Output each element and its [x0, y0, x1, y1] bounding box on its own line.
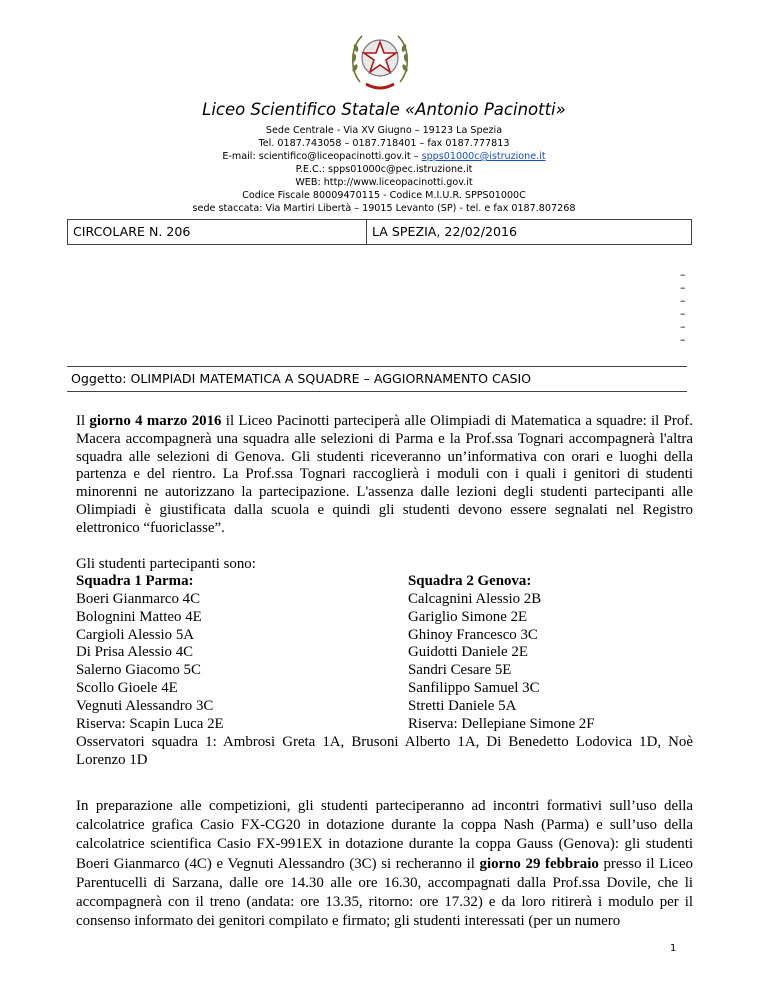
team2-member: Calcagnini Alessio 2B: [408, 591, 542, 607]
dash: –: [680, 333, 686, 346]
header-pec: P.E.C.: spps01000c@pec.istruzione.it: [295, 164, 473, 175]
team2-member: Sandri Cesare 5E: [408, 662, 512, 678]
team2-reserve: Riserva: Dellepiane Simone 2F: [408, 716, 595, 732]
email-link[interactable]: spps01000c@istruzione.it: [421, 151, 546, 162]
team1-member: Bolognini Matteo 4E: [76, 609, 202, 625]
prep-pre: In preparazione alle competizioni, gli studenti parteciperanno ad incontri formativi sull’uso della calcolatrice grafica Casio FX-CG20 in dotazione durante la coppa Nash (Parma) e sull’uso della calcolatrice scientifica Casio FX-991EX in dotazione durante la coppa Gauss (Genova): gli studenti Boeri Gianmarco (4C) e Vegnuti Alessandro (3C) si recheranno il: [76, 798, 693, 872]
circolare-date: LA SPEZIA, 22/02/2016: [372, 224, 518, 239]
dash: –: [680, 320, 686, 333]
team1-title: Squadra 1 Parma:: [76, 573, 194, 589]
header-branch: sede staccata: Via Martiri Libertà – 19015 Levanto (SP) - tel. e fax 0187.807268: [192, 203, 576, 214]
team1-member: Cargioli Alessio 5A: [76, 627, 195, 643]
subject-line: Oggetto: OLIMPIADI MATEMATICA A SQUADRE – AGGIORNAMENTO CASIO: [67, 366, 687, 392]
circolare-number: CIRCOLARE N. 206: [73, 224, 191, 239]
circolare-box: [67, 219, 692, 245]
prep-post: presso il Liceo Parentucelli di Sarzana, dalle ore 14.30 alle ore 16.30, accompagnati dalla Prof.ssa Dovile, che li accompagnerà con il treno (andata: ore 13.35, ritorno: ore 17.32) e da loro ritirerà i modulo per il consenso informato dei genitori compilato e firmato; gli studenti interessati (per un numero: [76, 855, 693, 930]
dash: –: [680, 307, 686, 320]
circolare-divider: [366, 220, 367, 244]
participants-intro: Gli studenti partecipanti sono:: [76, 556, 256, 572]
team1-member: Vegnuti Alessandro 3C: [76, 698, 214, 714]
email-prefix: E-mail: scientifico@liceopacinotti.gov.it –: [222, 151, 422, 162]
team2-member: Stretti Daniele 5A: [408, 698, 517, 714]
team1-member: Di Prisa Alessio 4C: [76, 644, 194, 660]
team2-member: Sanfilippo Samuel 3C: [408, 680, 540, 696]
observers-paragraph: Osservatori squadra 1: Ambrosi Greta 1A, Brusoni Alberto 1A, Di Benedetto Lodovica 1D, Noè Lorenzo 1D: [76, 734, 693, 768]
republic-emblem: [346, 24, 414, 94]
dash: –: [680, 268, 686, 281]
intro-date: giorno 4 marzo 2016: [89, 413, 222, 429]
dash: –: [680, 281, 686, 294]
preparation-paragraph: [76, 797, 693, 931]
header-email: [0, 150, 768, 163]
dash: –: [680, 294, 686, 307]
team1-member: Scollo Gioele 4E: [76, 680, 178, 696]
page-number: 1: [670, 943, 677, 954]
team1-member: Boeri Gianmarco 4C: [76, 591, 201, 607]
team1-member: Salerno Giacomo 5C: [76, 662, 201, 678]
header-phone: Tel. 0187.743058 – 0187.718401 – fax 0187.777813: [258, 138, 510, 149]
intro-pre: Il: [76, 413, 90, 429]
prep-date: giorno 29 febbraio: [479, 855, 599, 872]
margin-dashes: [680, 268, 686, 346]
team2-title: Squadra 2 Genova:: [408, 573, 532, 589]
header-address: Sede Centrale - Via XV Giugno – 19123 La Spezia: [265, 125, 503, 136]
header-fiscal-code: Codice Fiscale 80009470115 - Codice M.I.U.R. SPPS01000C: [242, 190, 526, 201]
header-web: WEB: http://www.liceopacinotti.gov.it: [295, 177, 473, 188]
intro-paragraph: [76, 413, 693, 538]
school-title: Liceo Scientifico Statale «Antonio Pacinotti»: [202, 100, 566, 119]
team2-member: Ghinoy Francesco 3C: [408, 627, 538, 643]
team2-member: Guidotti Daniele 2E: [408, 644, 528, 660]
intro-post: il Liceo Pacinotti parteciperà alle Olimpiadi di Matematica a squadre: il Prof. Macera accompagnerà una squadra alle selezioni di Parma e la Prof.ssa Tognari accompagnerà l'altra squadra alle selezioni di Genova. Gli studenti riceveranno un’informativa con orari e luoghi della partenza e del rientro. La Prof.ssa Tognari raccoglierà i moduli con i quali i genitori di studenti minorenni ne autorizzano la partecipazione. L'assenza dalle lezioni degli studenti partecipanti alle Olimpiadi è giustificata dalla scuola e quindi gli studenti devono essere segnalati nel Registro elettronico “fuoriclasse”.: [76, 413, 693, 536]
team1-reserve: Riserva: Scapin Luca 2E: [76, 716, 224, 732]
team2-member: Gariglio Simone 2E: [408, 609, 528, 625]
